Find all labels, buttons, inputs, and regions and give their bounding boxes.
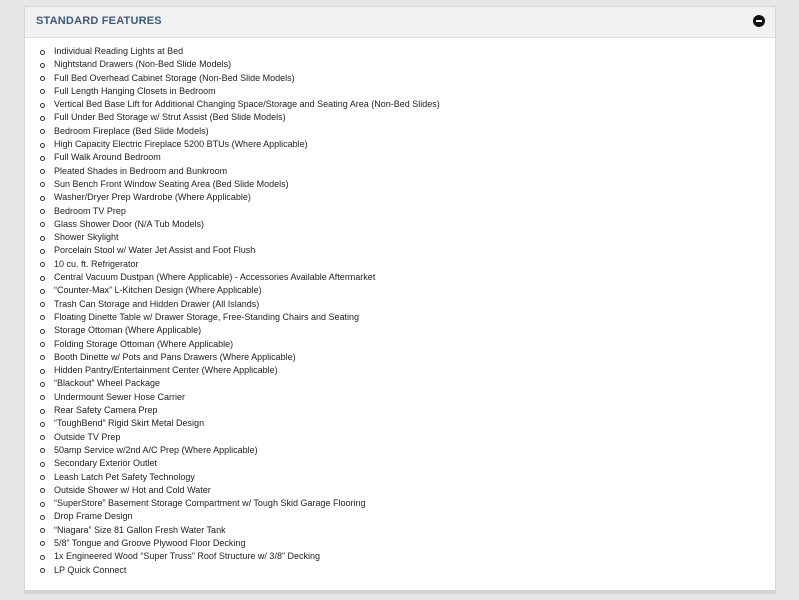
feature-text: “Niagara” Size 81 Gallon Fresh Water Tank (54, 524, 226, 535)
bullet-icon (40, 63, 45, 68)
feature-list-item (25, 497, 775, 510)
feature-list-item (25, 111, 775, 124)
feature-list-item (25, 444, 775, 457)
feature-list-item (25, 524, 775, 537)
bullet-icon (40, 302, 45, 307)
feature-list-item (25, 338, 775, 351)
feature-list-item (25, 484, 775, 497)
bullet-icon (40, 409, 45, 414)
feature-text: Undermount Sewer Hose Carrier (54, 391, 186, 402)
bullet-icon (40, 435, 45, 440)
feature-text: Rear Safety Camera Prep (54, 405, 158, 416)
feature-list-item (25, 404, 775, 417)
feature-text: Washer/Dryer Prep Wardrobe (Where Applicable) (54, 192, 251, 203)
feature-text: Bedroom TV Prep (54, 205, 126, 216)
feature-list-item (25, 391, 775, 404)
bullet-icon (40, 382, 45, 387)
feature-list-item (25, 151, 775, 164)
bullet-icon (40, 342, 45, 347)
feature-text: 1x Engineered Wood “Super Truss” Roof Structure w/ 3/8” Decking (54, 551, 320, 562)
bullet-icon (40, 502, 45, 507)
feature-text: Full Under Bed Storage w/ Strut Assist (Bed Slide Models) (54, 112, 286, 123)
feature-list-item (25, 351, 775, 364)
feature-list-item (25, 45, 775, 58)
feature-text: Individual Reading Lights at Bed (54, 46, 184, 56)
feature-text: Full Length Hanging Closets in Bedroom (54, 85, 216, 96)
feature-text: Folding Storage Ottoman (Where Applicable) (54, 338, 234, 349)
feature-text: Outside TV Prep (54, 431, 121, 442)
bullet-icon (40, 488, 45, 493)
bullet-icon (40, 448, 45, 453)
bullet-icon (40, 395, 45, 400)
bullet-icon (40, 289, 45, 294)
feature-list-item (25, 471, 775, 484)
feature-list-item (25, 165, 775, 178)
feature-list-item (25, 98, 775, 111)
features-list (25, 7, 775, 577)
feature-list-item (25, 191, 775, 204)
bullet-icon (40, 315, 45, 320)
bullet-icon (40, 422, 45, 427)
bullet-icon (40, 475, 45, 480)
bullet-icon (40, 355, 45, 360)
feature-text: 50amp Service w/2nd A/C Prep (Where Applicable) (54, 444, 258, 455)
feature-text: Drop Frame Design (54, 511, 133, 522)
bullet-icon (40, 369, 45, 374)
feature-text: Sun Bench Front Window Seating Area (Bed Slide Models) (54, 178, 289, 189)
feature-list-item (25, 510, 775, 523)
feature-text: Glass Shower Door (N/A Tub Models) (54, 218, 205, 229)
bullet-icon (40, 103, 45, 108)
bullet-icon (40, 329, 45, 334)
bullet-icon (40, 89, 45, 94)
feature-list-item (25, 218, 775, 231)
bullet-icon (40, 515, 45, 520)
feature-list-item (25, 244, 775, 257)
feature-text: Storage Ottoman (Where Applicable) (54, 325, 202, 336)
feature-text: 5/8” Tongue and Groove Plywood Floor Decking (54, 537, 246, 548)
feature-text: Bedroom Fireplace (Bed Slide Models) (54, 125, 209, 136)
standard-features-panel (24, 6, 776, 594)
feature-text: Leash Latch Pet Safety Technology (54, 471, 195, 482)
feature-text: Full Bed Overhead Cabinet Storage (Non-Bed Slide Models) (54, 72, 295, 83)
bullet-icon (40, 182, 45, 187)
feature-text: Porcelain Stool w/ Water Jet Assist and Foot Flush (54, 245, 256, 256)
feature-text: Nightstand Drawers (Non-Bed Slide Models) (54, 59, 232, 70)
feature-text: Vertical Bed Base Lift for Additional Changing Space/Storage and Seating Area (Non-Bed Slides) (54, 99, 440, 110)
bullet-icon (40, 555, 45, 560)
feature-list-item (25, 284, 775, 297)
bullet-icon (40, 262, 45, 267)
bullet-icon (40, 236, 45, 241)
feature-list-item (25, 205, 775, 218)
bullet-icon (40, 568, 45, 573)
feature-list-item (25, 125, 775, 138)
feature-list-item (25, 431, 775, 444)
feature-list-item (25, 298, 775, 311)
feature-text: LP Quick Connect (54, 564, 127, 575)
bullet-icon (40, 222, 45, 227)
feature-list-item (25, 258, 775, 271)
feature-list-item (25, 417, 775, 430)
feature-text: Floating Dinette Table w/ Drawer Storage, Free-Standing Chairs and Seating (54, 311, 359, 322)
feature-list-item (25, 550, 775, 563)
feature-list-item (25, 72, 775, 85)
bullet-icon (40, 249, 45, 254)
feature-text: “SuperStore” Basement Storage Compartment w/ Tough Skid Garage Flooring (54, 498, 366, 509)
bullet-icon (40, 196, 45, 201)
feature-text: 10 cu. ft. Refrigerator (54, 258, 139, 269)
bullet-icon (40, 276, 45, 281)
feature-list-item (25, 58, 775, 71)
feature-list-item (25, 138, 775, 151)
feature-list-item (25, 364, 775, 377)
feature-list-item (25, 324, 775, 337)
feature-text: Trash Can Storage and Hidden Drawer (All Islands) (54, 298, 260, 309)
feature-list-item (25, 178, 775, 191)
feature-list-item (25, 271, 775, 284)
feature-text: Shower Skylight (54, 232, 119, 243)
bullet-icon (40, 462, 45, 467)
feature-list-item (25, 311, 775, 324)
feature-list-item (25, 564, 775, 577)
feature-list-item (25, 537, 775, 550)
feature-text: High Capacity Electric Fireplace 5200 BTUs (Where Applicable) (54, 139, 308, 150)
feature-text: “ToughBend” Rigid Skirt Metal Design (54, 418, 205, 429)
feature-text: “Counter-Max” L-Kitchen Design (Where Applicable) (54, 285, 262, 296)
bullet-icon (40, 209, 45, 214)
panel-title: STANDARD FEATURES (36, 15, 162, 27)
bullet-icon (40, 169, 45, 174)
bullet-icon (40, 528, 45, 533)
feature-text: Full Walk Around Bedroom (54, 152, 161, 163)
feature-list-item (25, 85, 775, 98)
bullet-icon (40, 50, 45, 55)
bullet-icon (40, 129, 45, 134)
feature-text: Pleated Shades in Bedroom and Bunkroom (54, 165, 228, 176)
bullet-icon (40, 76, 45, 81)
feature-text: Hidden Pantry/Entertainment Center (Where Applicable) (54, 365, 278, 376)
bullet-icon (40, 116, 45, 121)
feature-list-item (25, 231, 775, 244)
feature-text: Secondary Exterior Outlet (54, 458, 158, 469)
bullet-icon (40, 541, 45, 546)
bullet-icon (40, 143, 45, 148)
feature-text: “Blackout” Wheel Package (54, 378, 161, 389)
feature-list-item (25, 457, 775, 470)
feature-text: Booth Dinette w/ Pots and Pans Drawers (Where Applicable) (54, 351, 296, 362)
feature-list-item (25, 377, 775, 390)
bullet-icon (40, 156, 45, 161)
feature-text: Central Vacuum Dustpan (Where Applicable) - Accessories Available Aftermarket (54, 272, 376, 283)
feature-text: Outside Shower w/ Hot and Cold Water (54, 484, 211, 495)
